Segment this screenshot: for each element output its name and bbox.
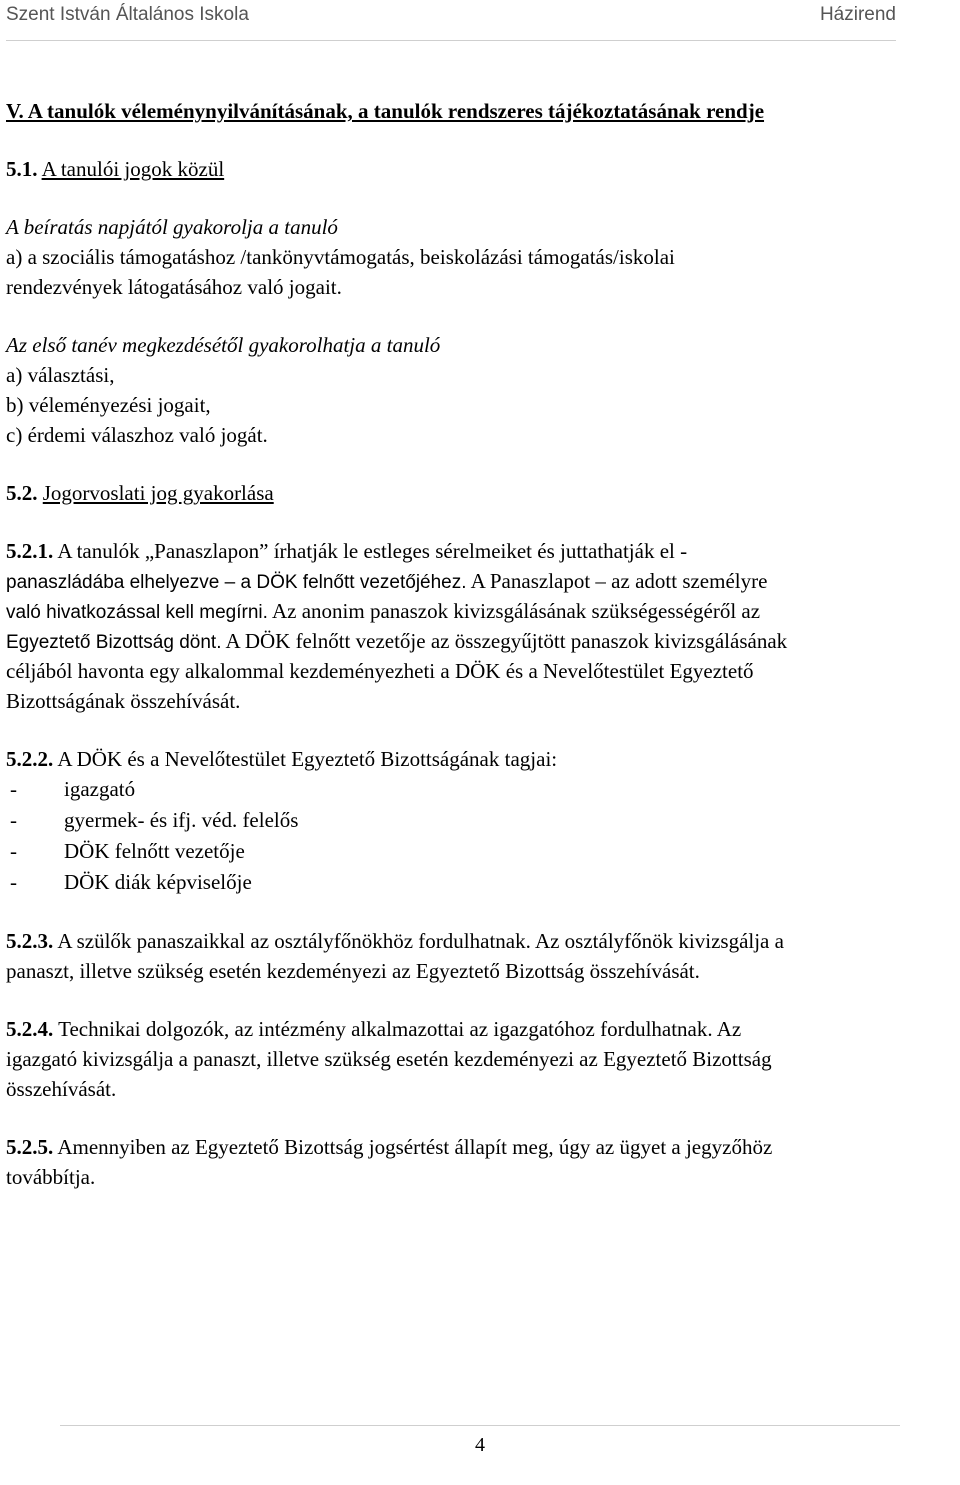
dash-bullet: - <box>10 808 17 832</box>
section-title: V. A tanulók véleménynyilvánításának, a tanulók rendszeres tájékoztatásának rendje <box>6 99 765 123</box>
member-name: gyermek- és ifj. véd. felelős <box>64 808 299 832</box>
member-name: DÖK felnőtt vezetője <box>64 839 245 863</box>
paragraph-5-2-3-line <box>6 926 956 956</box>
clause-text: A szülők panaszaikkal az osztályfőnökhöz fordulhatnak. Az osztályfőnök kivizsgálja a <box>53 929 784 953</box>
member-name: igazgató <box>64 777 136 801</box>
paragraph-line: rendezvények látogatásához való jogait. <box>6 275 342 299</box>
heading-5-2 <box>6 478 956 508</box>
list-item <box>6 867 956 898</box>
list-item <box>6 805 956 836</box>
clause-number: 5.2.4. <box>6 1017 54 1041</box>
paragraph-5-2-4-line <box>6 1014 956 1044</box>
paragraph-5-2-4-line: összehívását. <box>6 1077 117 1101</box>
paragraph-5-2-3-line: panaszt, illetve szükség esetén kezdeményezi az Egyeztető Bizottság összehívását. <box>6 959 700 983</box>
list-item <box>6 836 956 867</box>
heading-5-1 <box>6 154 956 184</box>
paragraph-5-2-1-line <box>6 536 956 566</box>
paragraph-intro: Az első tanév megkezdésétől gyakorolhatja a tanuló <box>6 333 441 357</box>
paragraph-5-2-1-line <box>6 626 956 656</box>
paragraph-5-2-1-line: céljából havonta egy alkalommal kezdeményezheti a DÖK és a Nevelőtestület Egyeztető <box>6 659 754 683</box>
paragraph-5-2-4-line: igazgató kivizsgálja a panaszt, illetve szükség esetén kezdeményezi az Egyeztető Bizottság <box>6 1047 772 1071</box>
paragraph-5-2-5-line <box>6 1132 956 1162</box>
heading-number: 5.1. <box>6 157 38 181</box>
clause-text: Technikai dolgozók, az intézmény alkalmazottai az igazgatóhoz fordulhatnak. Az <box>53 1017 742 1041</box>
header-divider <box>6 40 896 41</box>
paragraph-5-2-1-line: Bizottságának összehívását. <box>6 689 241 713</box>
clause-text: A tanulók „Panaszlapon” írhatják le estleges sérelmeiket és juttathatják el - <box>53 539 688 563</box>
document-type: Házirend <box>819 4 896 25</box>
paragraph-intro: A beíratás napjától gyakorolja a tanuló <box>6 215 338 239</box>
paragraph-5-2-2 <box>6 744 956 774</box>
page-number: 4 <box>475 1434 485 1456</box>
clause-text: Amennyiben az Egyeztető Bizottság jogsértést állapít meg, úgy az ügyet a jegyzőhöz <box>53 1135 773 1159</box>
page-header <box>6 4 896 32</box>
clause-text: A DÖK és a Nevelőtestület Egyeztető Bizottságának tagjai: <box>53 747 558 771</box>
clause-number: 5.2.3. <box>6 929 54 953</box>
heading-text: A tanulói jogok közül <box>41 157 225 181</box>
dash-bullet: - <box>10 870 17 894</box>
paragraph-5-2-5-line: továbbítja. <box>6 1165 96 1189</box>
clause-text: Az anonim panaszok kivizsgálásának szükségességéről az <box>267 599 761 623</box>
list-item: a) választási, <box>6 363 115 387</box>
paragraph-5-2-1-line <box>6 566 956 596</box>
heading-number: 5.2. <box>6 481 38 505</box>
school-name: Szent István Általános Iskola <box>6 4 249 25</box>
clause-number: 5.2.2. <box>6 747 54 771</box>
footer-divider <box>60 1425 900 1426</box>
clause-text: Egyeztető Bizottság dönt. <box>6 632 222 653</box>
clause-text: panaszládába elhelyezve – a DÖK felnőtt vezetőjéhez. <box>6 572 467 593</box>
list-item <box>6 774 956 805</box>
paragraph-5-2-1-line <box>6 596 956 626</box>
clause-text: A DÖK felnőtt vezetője az összegyűjtött panaszok kivizsgálásának <box>221 629 788 653</box>
dash-bullet: - <box>10 839 17 863</box>
document-body <box>6 96 956 1192</box>
clause-number: 5.2.1. <box>6 539 54 563</box>
committee-members-list <box>6 774 956 898</box>
dash-bullet: - <box>10 777 17 801</box>
paragraph-line: a) a szociális támogatáshoz /tankönyvtámogatás, beiskolázási támogatás/iskolai <box>6 245 675 269</box>
heading-text: Jogorvoslati jog gyakorlása <box>42 481 274 505</box>
member-name: DÖK diák képviselője <box>64 870 252 894</box>
clause-text: A Panaszlapot – az adott személyre <box>466 569 768 593</box>
clause-number: 5.2.5. <box>6 1135 54 1159</box>
list-item: b) véleményezési jogait, <box>6 393 211 417</box>
clause-text: való hivatkozással kell megírni. <box>6 602 268 623</box>
list-item: c) érdemi válaszhoz való jogát. <box>6 423 268 447</box>
